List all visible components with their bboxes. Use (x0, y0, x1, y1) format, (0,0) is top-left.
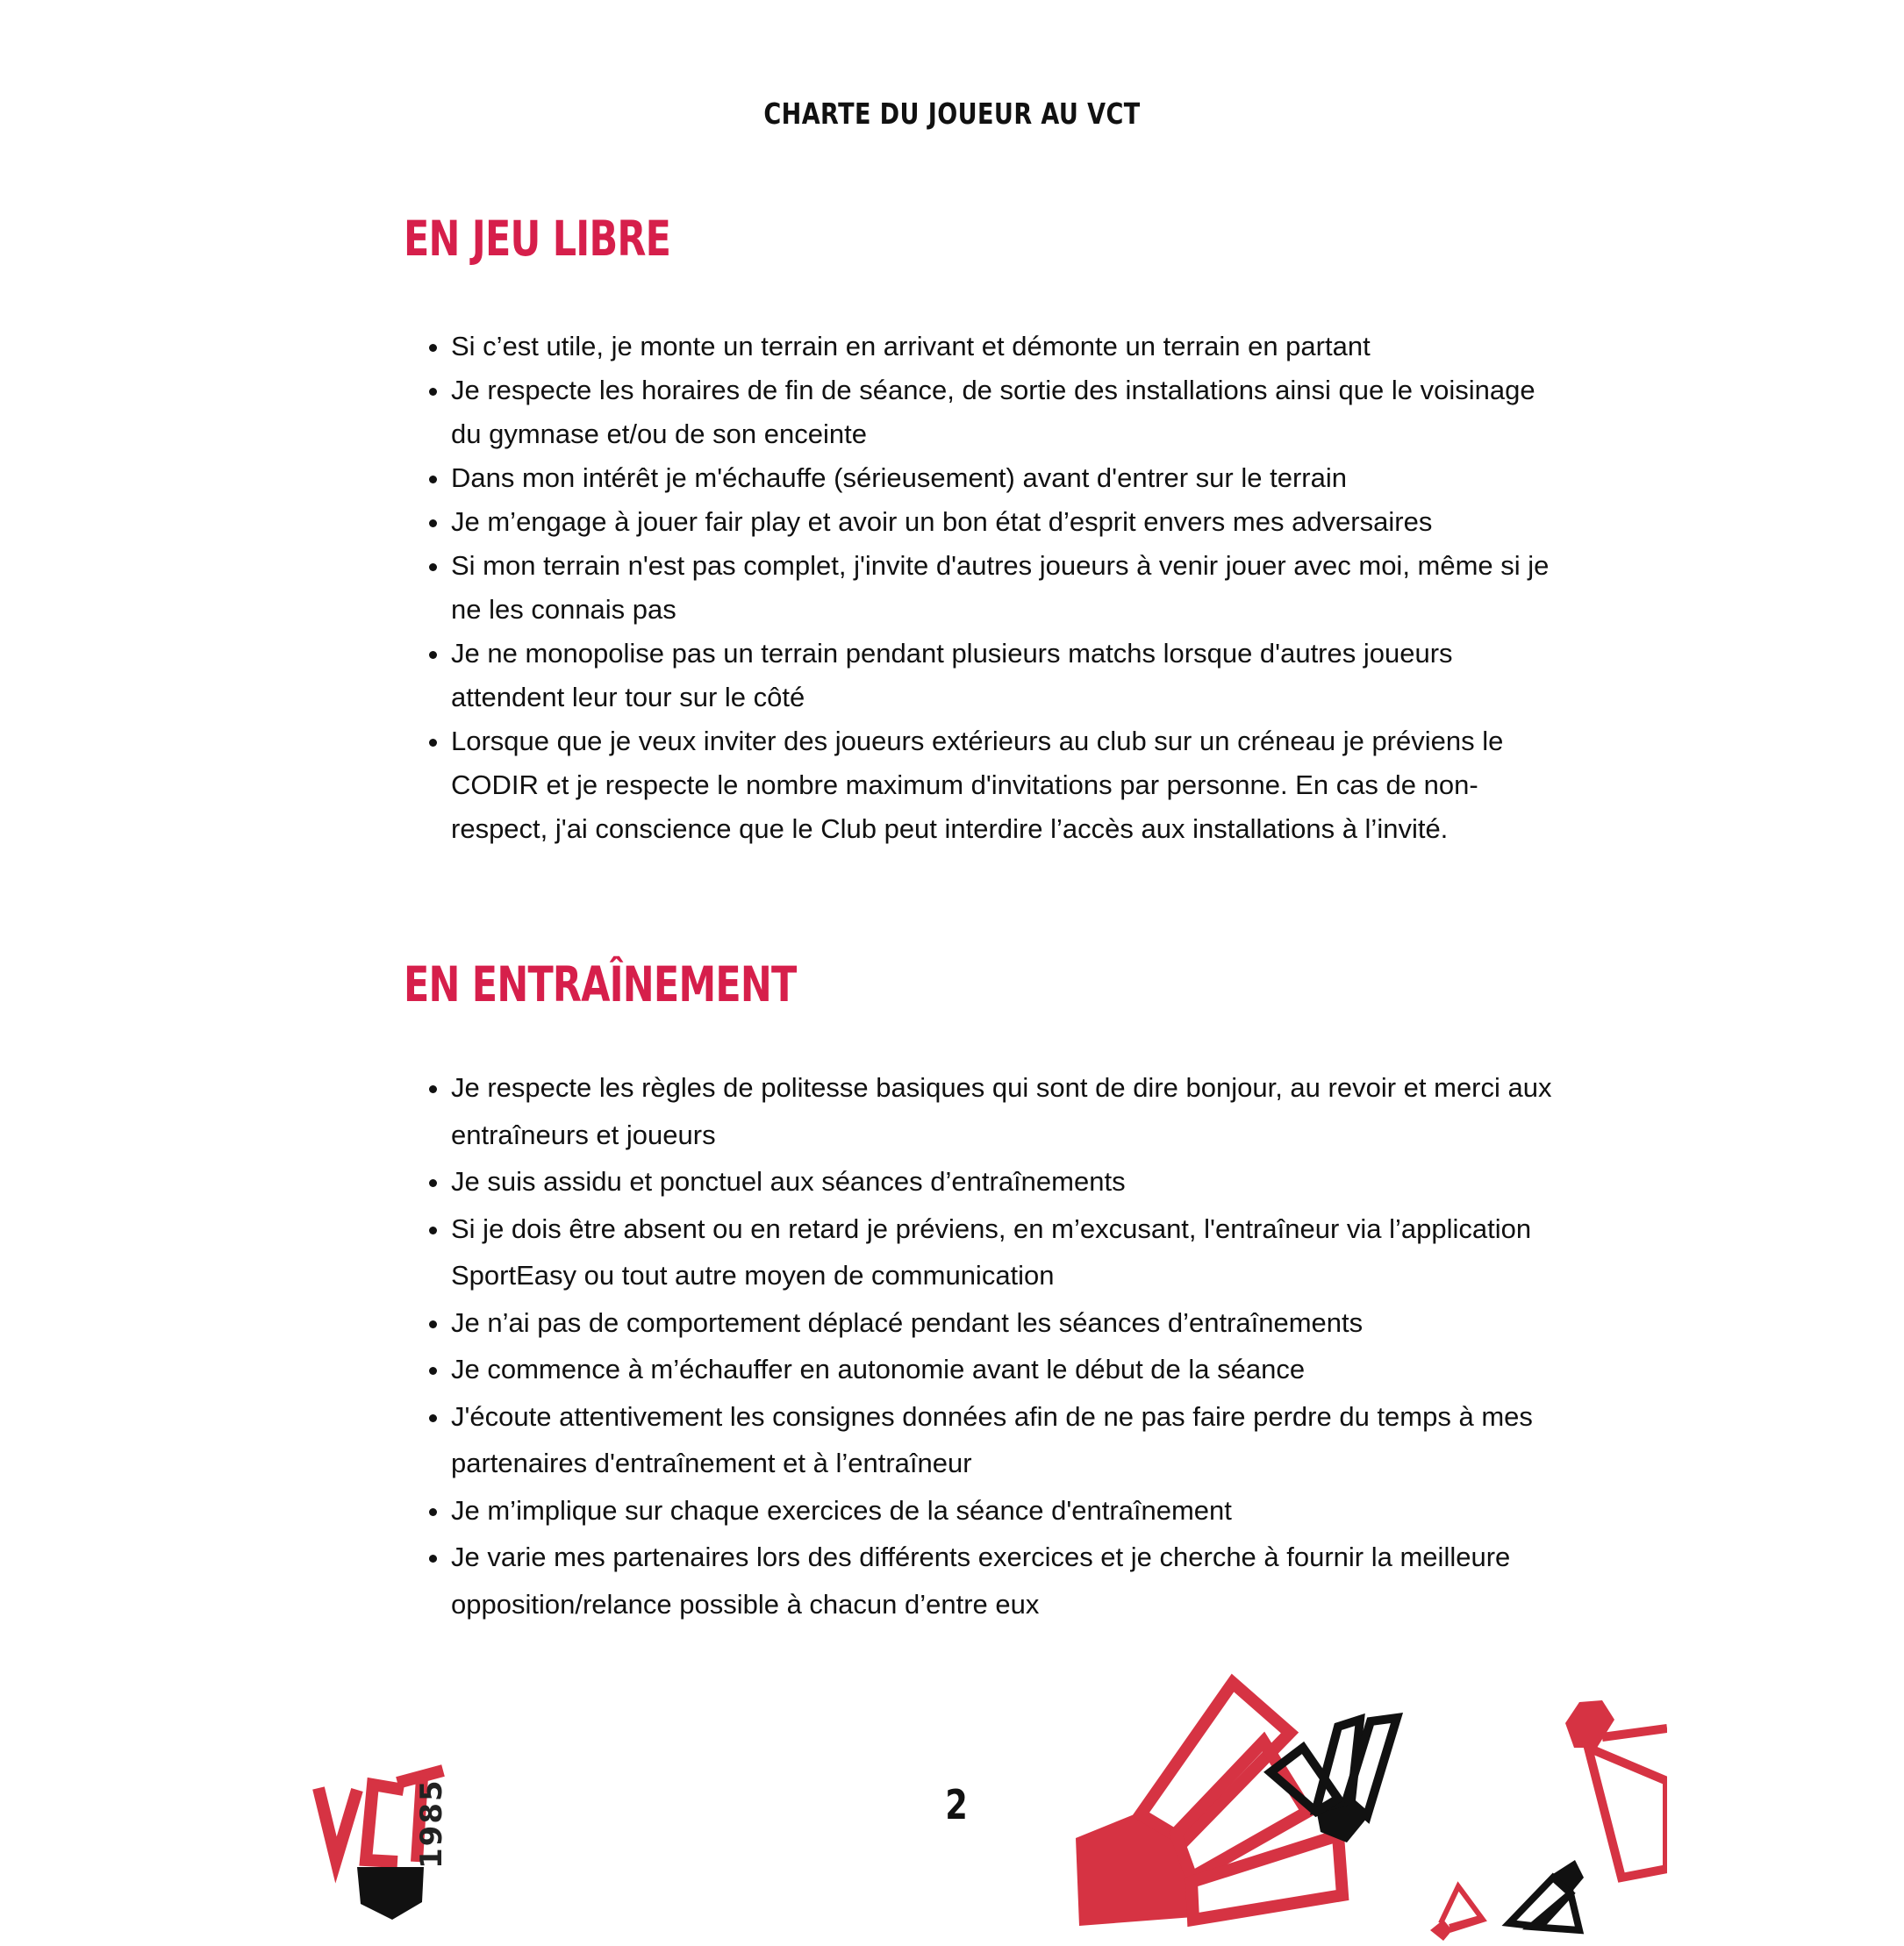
shuttlecock-icon (1053, 1667, 1667, 1946)
list-item: • Je varie mes partenaires lors des différents exercices et je cherche à fournir la meilleure opposition/relance possible à chacun d’entre eux (451, 1534, 1557, 1628)
rules-list-entrainement (418, 1064, 1557, 1628)
page-header: CHARTE DU JOUEUR AU VCT (763, 97, 1141, 131)
list-item: • Je n’ai pas de comportement déplacé pendant les séances d’entraînements (451, 1299, 1557, 1347)
list-item: • Je respecte les règles de politesse basiques qui sont de dire bonjour, au revoir et merci aux entraîneurs et joueurs (451, 1064, 1557, 1158)
list-item: • Je respecte les horaires de fin de séance, de sortie des installations ainsi que le voisinage du gymnase et/ou de son enceinte (451, 368, 1557, 456)
list-item: • Si je dois être absent ou en retard je préviens, en m’excusant, l'entraîneur via l’application SportEasy ou tout autre moyen de communication (451, 1206, 1557, 1299)
list-item: • Je suis assidu et ponctuel aux séances d’entraînements (451, 1158, 1557, 1206)
list-item: • Je m’engage à jouer fair play et avoir un bon état d’esprit envers mes adversaires (451, 500, 1557, 544)
section-title-entrainement: EN ENTRAÎNEMENT (404, 956, 797, 1012)
page-number: 2 (945, 1781, 968, 1828)
list-item: • Je m’implique sur chaque exercices de la séance d'entraînement (451, 1487, 1557, 1535)
list-item: • Je commence à m’échauffer en autonomie avant le début de la séance (451, 1346, 1557, 1393)
logo-year: 1985 (414, 1778, 449, 1869)
list-item: • Je ne monopolise pas un terrain pendant plusieurs matchs lorsque d'autres joueurs attendent leur tour sur le côté (451, 632, 1557, 719)
list-item: • Lorsque que je veux inviter des joueurs extérieurs au club sur un créneau je préviens le CODIR et je respecte le nombre maximum d'invitations par personne. En cas de non-respect, j'ai conscience que le Club peut interdire l’accès aux installations à l’invité. (451, 719, 1557, 851)
list-item: • Si mon terrain n'est pas complet, j'invite d'autres joueurs à venir jouer avec moi, même si je ne les connais pas (451, 544, 1557, 632)
list-item: • J'écoute attentivement les consignes données afin de ne pas faire perdre du temps à mes partenaires d'entraînement et à l’entraîneur (451, 1393, 1557, 1487)
section-title-jeu-libre: EN JEU LIBRE (404, 211, 671, 267)
list-item: • Si c’est utile, je monte un terrain en arrivant et démonte un terrain en partant (451, 325, 1557, 368)
list-item: • Dans mon intérêt je m'échauffe (sérieusement) avant d'entrer sur le terrain (451, 456, 1557, 500)
rules-list-jeu-libre (418, 325, 1557, 851)
